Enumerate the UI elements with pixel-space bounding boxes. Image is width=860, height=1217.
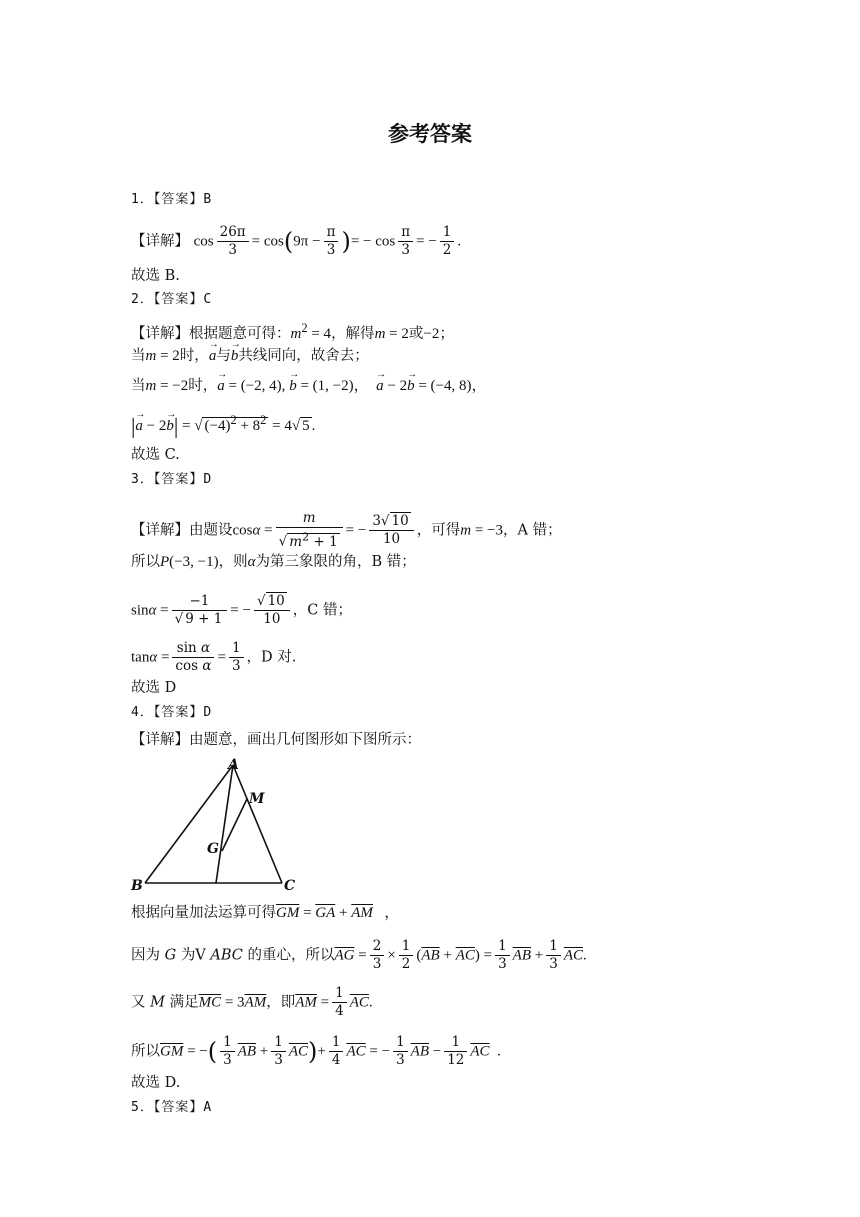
q2-line1: 【详解】根据题意可得：$m^2 = 4$，解得m = 2或−2； (131, 321, 455, 342)
q4-line2: 根据向量加法运算可得$\overline{GM} = \overline{GA} + \overline{AM}$ ， (131, 905, 400, 921)
q4-line4: 又 M 满足$\overline{MC} = 3\overline{AM}$，即$\overline{AM}$ = $\frac{1}{4}$ $\overline{AC}$. (131, 985, 373, 1019)
label-C: C (284, 878, 296, 892)
q4-answer: 4．【答案】D (131, 705, 213, 720)
q1-detail: 【详解】 cos $\frac{26\pi}{3}$ = cos(9π − $\frac{\pi}{3}$ )= − cos $\frac{\pi}{3}$ = − $\frac{1}{2}$ . (131, 224, 462, 258)
q3-line1: 【详解】由题设cosα = $\frac{m}{√ m^2 + 1}$ = − $\frac{3√ 10}{10}$ ，可得m = −3，A 错； (131, 510, 562, 550)
q1-answer: 1．【答案】B (131, 192, 213, 207)
q2-conclusion: 故选 C. (131, 447, 180, 463)
q3-conclusion: 故选 D (131, 680, 177, 696)
q4-line5: 所以$\overline{GM}$ = −( $\frac{1}{3}$ $\overline{AB}$ + $\frac{1}{3}$ $\overline{AC})+$ $\frac{1}{4}$ $\overline{AC}$ = − $\frac{1}{3}$ $\overline{AB}$ − $\frac{1}{12}$ $\overline{AC}$ . (131, 1034, 501, 1068)
q3-line3: sinα = $\frac{-1}{√ 9 + 1}$ = − $\frac{√ 10}{10}$ ，C 错； (131, 593, 352, 627)
detail-label: 【详解】 (131, 233, 189, 250)
q2-answer: 2．【答案】C (131, 292, 213, 307)
q5-answer: 5．【答案】A (131, 1100, 213, 1115)
q4-line1: 【详解】由题意，画出几何图形如下图所示： (131, 732, 421, 748)
q2-line4: |→ a − 2→ b| = √ $(-4)^2 + 8^2 = 4√$ 5 . (131, 410, 315, 437)
label-M: M (249, 791, 265, 807)
triangle-figure (125, 752, 305, 892)
label-A: A (228, 757, 239, 773)
label-B: B (131, 878, 143, 892)
q3-answer: 3．【答案】D (131, 472, 213, 487)
q2-line2: 当m = 2时，→ a与→ b共线同向，故舍去； (131, 346, 369, 366)
q3-line4: tanα = $\frac{\text{sin α}}{\text{cos α}}$ = $\frac{1}{3}$ ，D 对. (131, 640, 297, 674)
label-G: G (207, 841, 219, 857)
page-title: 参考答案 (388, 122, 472, 146)
q3-line2: 所以P(−3, −1)，则α为第三象限的角，B 错； (131, 554, 416, 570)
q4-conclusion: 故选 D. (131, 1075, 181, 1091)
q1-conclusion: 故选 B. (131, 268, 180, 284)
q4-line3: 因为 G 为V ABC 的重心，所以$\overline{AG}$ = $\frac{2}{3}$ × $\frac{1}{2}$ $(\overline{AB} + \overline{AC})$ = $\frac{1}{3}$ $\overline{AB}$ + $\frac{1}{3}$ $\overline{AC}$. (131, 938, 587, 972)
q2-line3: 当m = −2时，→ a = (−2, 4), → b = (1, −2)， → a − 2→ b = (−4, 8)， (131, 376, 487, 396)
